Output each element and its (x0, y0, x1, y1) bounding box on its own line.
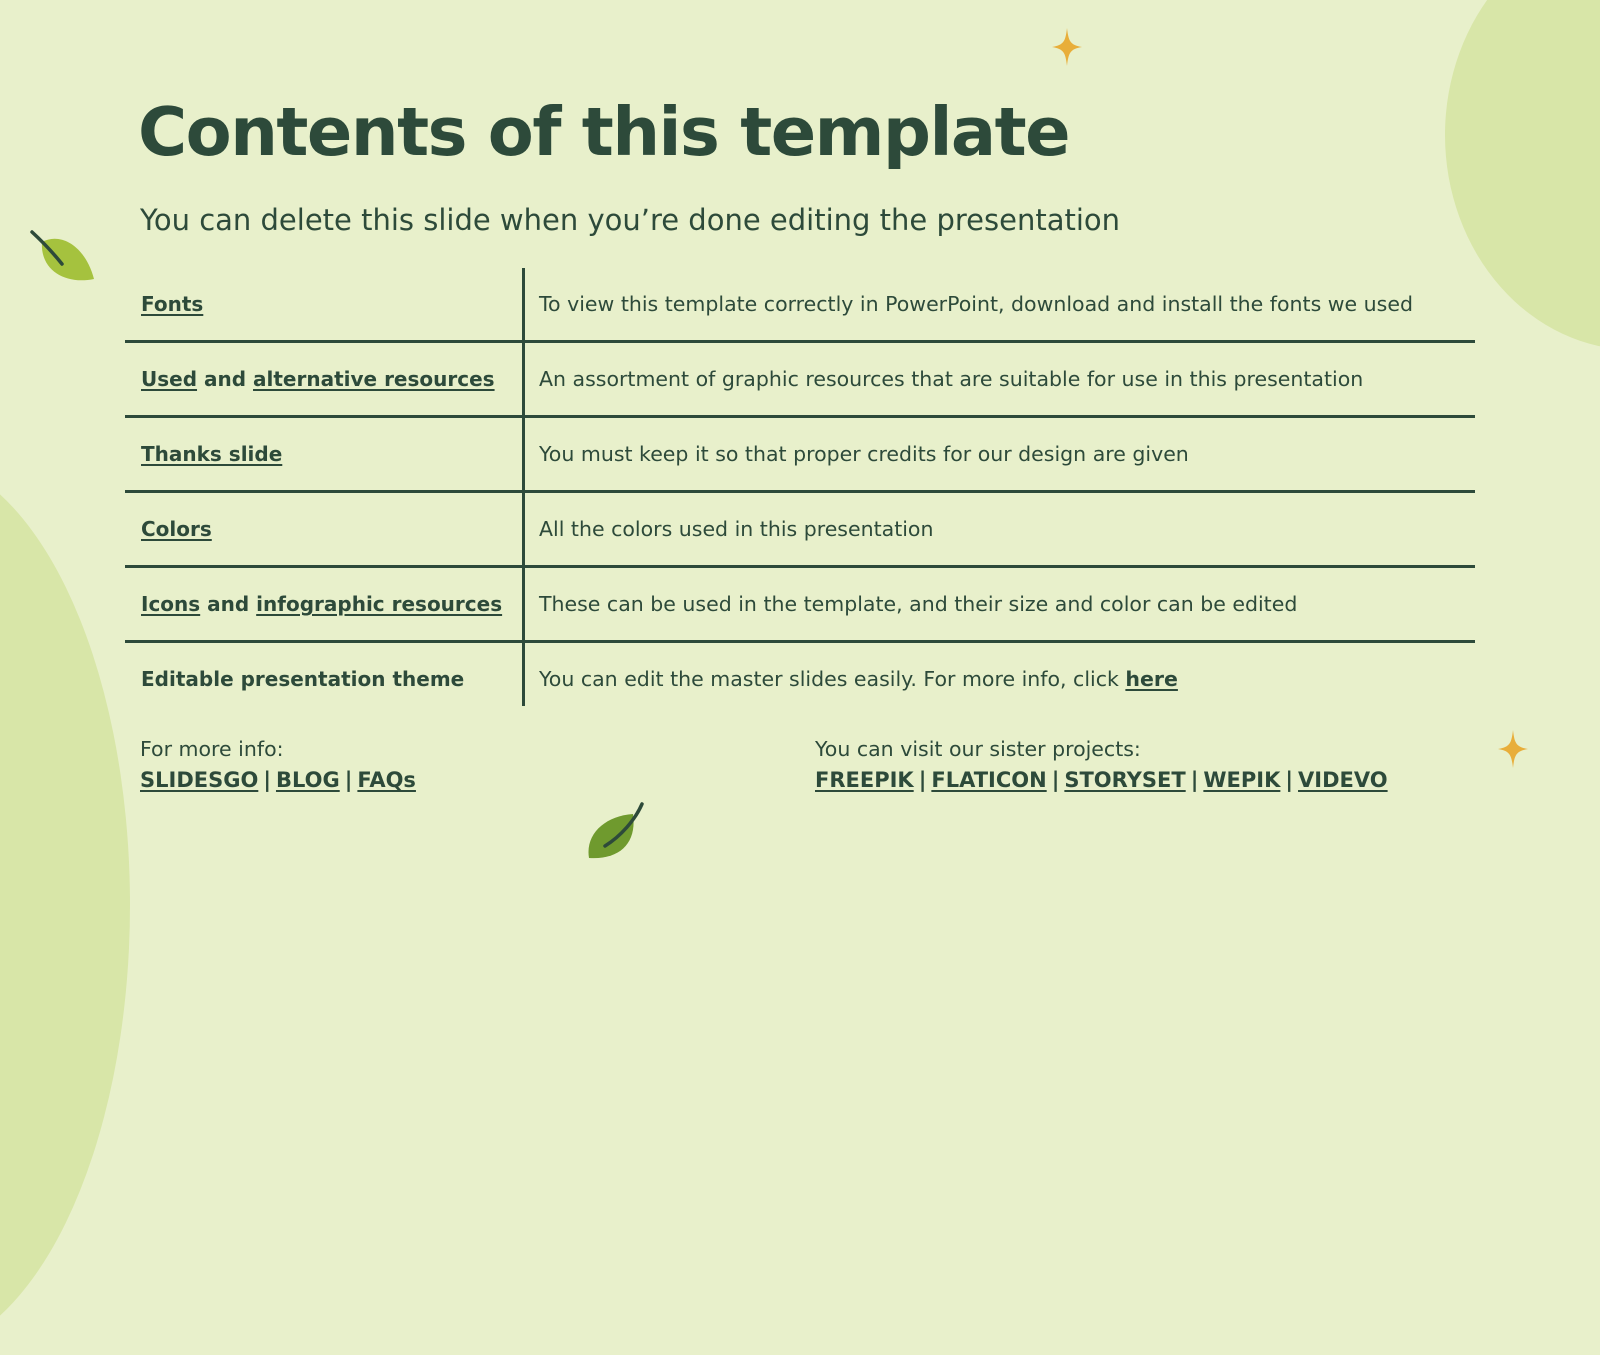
row-description-text: You can edit the master slides easily. For more info, click (539, 667, 1126, 691)
used-resources-link[interactable]: Used (141, 367, 198, 391)
row-title (125, 292, 525, 316)
page-title: Contents of this template (138, 93, 1070, 171)
table-row (125, 568, 1475, 643)
videvo-link[interactable]: VIDEVO (1298, 768, 1388, 792)
footer-links (815, 768, 1388, 792)
slidesgo-link[interactable]: SLIDESGO (140, 768, 259, 792)
contents-table (125, 268, 1475, 715)
alternative-resources-link[interactable]: alternative resources (253, 367, 495, 391)
table-row (125, 643, 1475, 715)
row-description (525, 667, 1178, 691)
separator: | (263, 768, 271, 792)
separator: | (918, 768, 927, 792)
leaf-icon (585, 802, 645, 860)
colors-link[interactable]: Colors (141, 517, 212, 541)
row-title (125, 592, 525, 616)
table-row (125, 418, 1475, 493)
table-row (125, 343, 1475, 418)
separator: | (1051, 768, 1060, 792)
table-divider (522, 268, 525, 706)
footer-label: You can visit our sister projects: (815, 737, 1141, 761)
row-title-connector: and (197, 367, 254, 391)
row-title (125, 367, 525, 391)
thanks-slide-link[interactable]: Thanks slide (141, 442, 283, 466)
row-description-text: To view this template correctly in PowerPoint, download and install the fonts we used (539, 292, 1413, 316)
row-description (525, 292, 1413, 316)
footer-links (140, 768, 416, 792)
row-description-text: These can be used in the template, and their size and color can be edited (539, 592, 1298, 616)
separator: | (1285, 768, 1294, 792)
row-title-connector: and (200, 592, 257, 616)
fonts-link[interactable]: Fonts (141, 292, 204, 316)
footer-label: For more info: (140, 737, 284, 761)
row-description (525, 367, 1363, 391)
sparkle-icon (1498, 730, 1528, 768)
table-row (125, 268, 1475, 343)
blog-link[interactable]: BLOG (275, 768, 340, 792)
row-description (525, 517, 933, 541)
separator: | (1190, 768, 1199, 792)
editable-theme-label: Editable presentation theme (141, 667, 465, 691)
sparkle-icon (1052, 28, 1082, 66)
faqs-link[interactable]: FAQs (357, 768, 416, 792)
infographic-resources-link[interactable]: infographic resources (256, 592, 503, 616)
footer-sister-projects (815, 737, 1388, 792)
row-description (525, 592, 1297, 616)
row-description (525, 442, 1189, 466)
row-description-text: All the colors used in this presentation (539, 517, 934, 541)
table-row (125, 493, 1475, 568)
row-title (125, 442, 525, 466)
row-title (125, 667, 525, 691)
here-link[interactable]: here (1125, 667, 1178, 691)
flaticon-link[interactable]: FLATICON (931, 768, 1047, 792)
freepik-link[interactable]: FREEPIK (815, 768, 914, 792)
leaf-icon (30, 230, 96, 286)
row-title (125, 517, 525, 541)
row-description-text: An assortment of graphic resources that are suitable for use in this presentation (539, 367, 1364, 391)
footer-more-info (140, 737, 416, 792)
separator: | (344, 768, 353, 792)
row-description-text: You must keep it so that proper credits for our design are given (539, 442, 1189, 466)
page-subtitle: You can delete this slide when you’re done editing the presentation (140, 203, 1121, 237)
decorative-blob-bottom-left (0, 455, 130, 1355)
icons-link[interactable]: Icons (141, 592, 201, 616)
wepik-link[interactable]: WEPIK (1203, 768, 1281, 792)
storyset-link[interactable]: STORYSET (1064, 768, 1186, 792)
